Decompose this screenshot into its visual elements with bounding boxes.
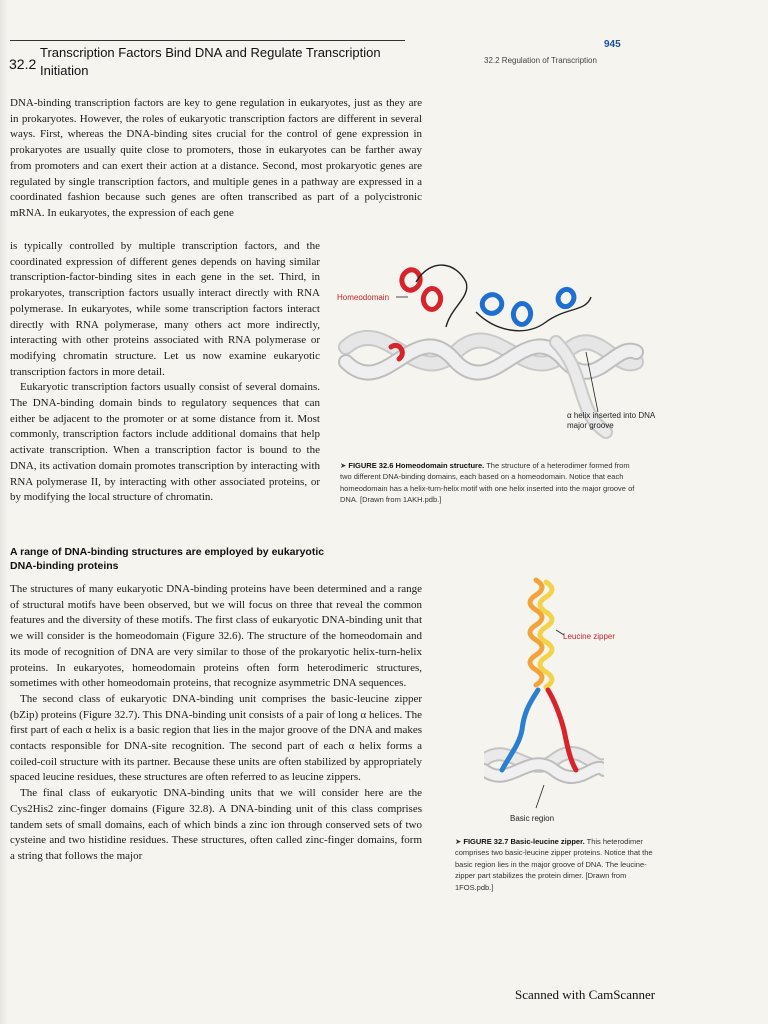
figure-32-6-caption [340,460,640,506]
figure-32-7-caption [455,836,655,893]
intro-paragraph: DNA-binding transcription factors are key to gene regulation in eukaryotes, just as they are in prokaryotes. However, the roles of eukaryotic transcription factors are different in several ways. First, whereas the DNA-binding sites crucial for the control of gene expression in prokaryotes are usually quite close to promoters, those in eukaryotes can be farther away from promoters and can exert their action at a distance. Second, most prokaryotic genes are regulated by single transcription factors, and multiple genes in a pathway are expressed in a coordinated fashion because such genes are often transcribed as part of a polycistronic mRNA. In eukaryotes, the expression of each gene [10,97,422,219]
intro-paragraph-block [10,96,422,222]
paragraph-bzip: The second class of eukaryotic DNA-binding unit comprises the basic-leucine zipper (bZip) proteins (Figure 32.7). This DNA-binding unit consists of a pair of long α helices. The first part of each α helix is a basic region that lies in the major groove of the DNA and makes contacts responsible for DNA-site recognition. The second part of each α helix forms a coiled-coil structure with its partner. Because these units are often stabilized by appropriately spaced leucine residues, these structures are often referred to as leucine zippers. [10,692,422,784]
caption-lead: FIGURE 32.7 Basic-leucine zipper. [463,837,585,846]
figure-32-7-bzip [484,570,604,810]
page-binding-shadow [0,0,8,1024]
running-head: 32.2 Regulation of Transcription [484,56,597,65]
leucine-zipper-illustration [484,570,604,810]
homeodomain-blue-ribbon [482,289,574,324]
caption-arrow-icon: ➤ [340,461,349,470]
zipper-helix-yellow [540,582,552,687]
narrow-text-block [10,239,320,506]
page-number: 945 [604,39,621,50]
basic-region-label: Basic region [510,814,555,823]
paragraph-continued: is typically controlled by multiple transcription factors, and the coordinated expression of different genes depends on having similar transcription-factor-binding sites in each gene in the set. Third, in prokaryotes, transcription factors usually interact directly with RNA polymerase. In eukaryotes, while some transcription factors interact directly with RNA polymerase, many others act more indirectly, interacting with other proteins associated with RNA polymerase or modifying chromatin structure. Let us now examine eukaryotic transcription factors in more detail. [10,240,320,378]
header-rule [10,40,405,41]
alpha-helix-label: α helix inserted into DNA major groove [567,411,655,430]
section-title: Transcription Factors Bind DNA and Regulate Transcription Initiation [40,45,381,78]
leucine-zipper-label: Leucine zipper [563,632,616,641]
caption-lead: FIGURE 32.6 Homeodomain structure. [348,461,485,470]
scan-watermark: Scanned with CamScanner [515,987,656,1002]
homeodomain-label: Homeodomain [337,293,390,302]
caption-text: This heterodimer comprises two basic-leucine zipper proteins. Notice that the basic region lies in the major groove of DNA. The leucine-zipper part stabilizes the protein dimer. [Drawn from 1FOS.pdb.] [455,837,653,892]
paragraph-zinc-finger: The final class of eukaryotic DNA-binding units that we will consider here are the Cys2His2 zinc-finger domains (Figure 32.8). A DNA-binding unit of this class comprises tandem sets of small domains, each of which binds a zinc ion through conserved sets of two cysteine and two histidine residues. These structures, often called zinc-finger domains, form a string that follows the major [10,787,422,862]
caption-arrow-icon: ➤ [455,837,464,846]
section-number: 32.2 [9,56,37,72]
paragraph-domains: Eukaryotic transcription factors usually consist of several domains. The DNA-binding domain binds to regulatory sequences that can either be adjacent to the promoter or at some distance from it. Most commonly, transcription factors include additional domains that help activate transcription. When a transcription factor is bound to the DNA, its activation domain promotes transcription by interacting with RNA polymerase II, by interacting with other associated proteins, or by modifying the local structure of chromatin. [10,381,320,504]
structures-text-block [10,582,422,865]
caption-text: The structure of a heterodimer formed from two different DNA-binding domains, each based on a homeodomain. Notice that each homeodomain has a helix-turn-helix motif with one helix inserted into the major groove of DNA. [Drawn from 1AKH.pdb.] [340,461,635,505]
subsection-heading: A range of DNA-binding structures are employed by eukaryotic DNA-binding proteins [10,546,325,572]
paragraph-structures: The structures of many eukaryotic DNA-binding proteins have been determined and a range of structural motifs have been observed, but we will focus on three that reveal the common features and the diversity of these motifs. The first class of eukaryotic DNA-binding unit that we will consider is the homeodomain (Figure 32.6). The structure of the homeodomain and its mode of recognition of DNA are very similar to those of the prokaryotic helix-turn-helix proteins. In eukaryotes, homeodomain proteins often form heterodimeric structures, sometimes with other homeodomain proteins, that recognize asymmetric DNA sequences. [10,583,422,690]
